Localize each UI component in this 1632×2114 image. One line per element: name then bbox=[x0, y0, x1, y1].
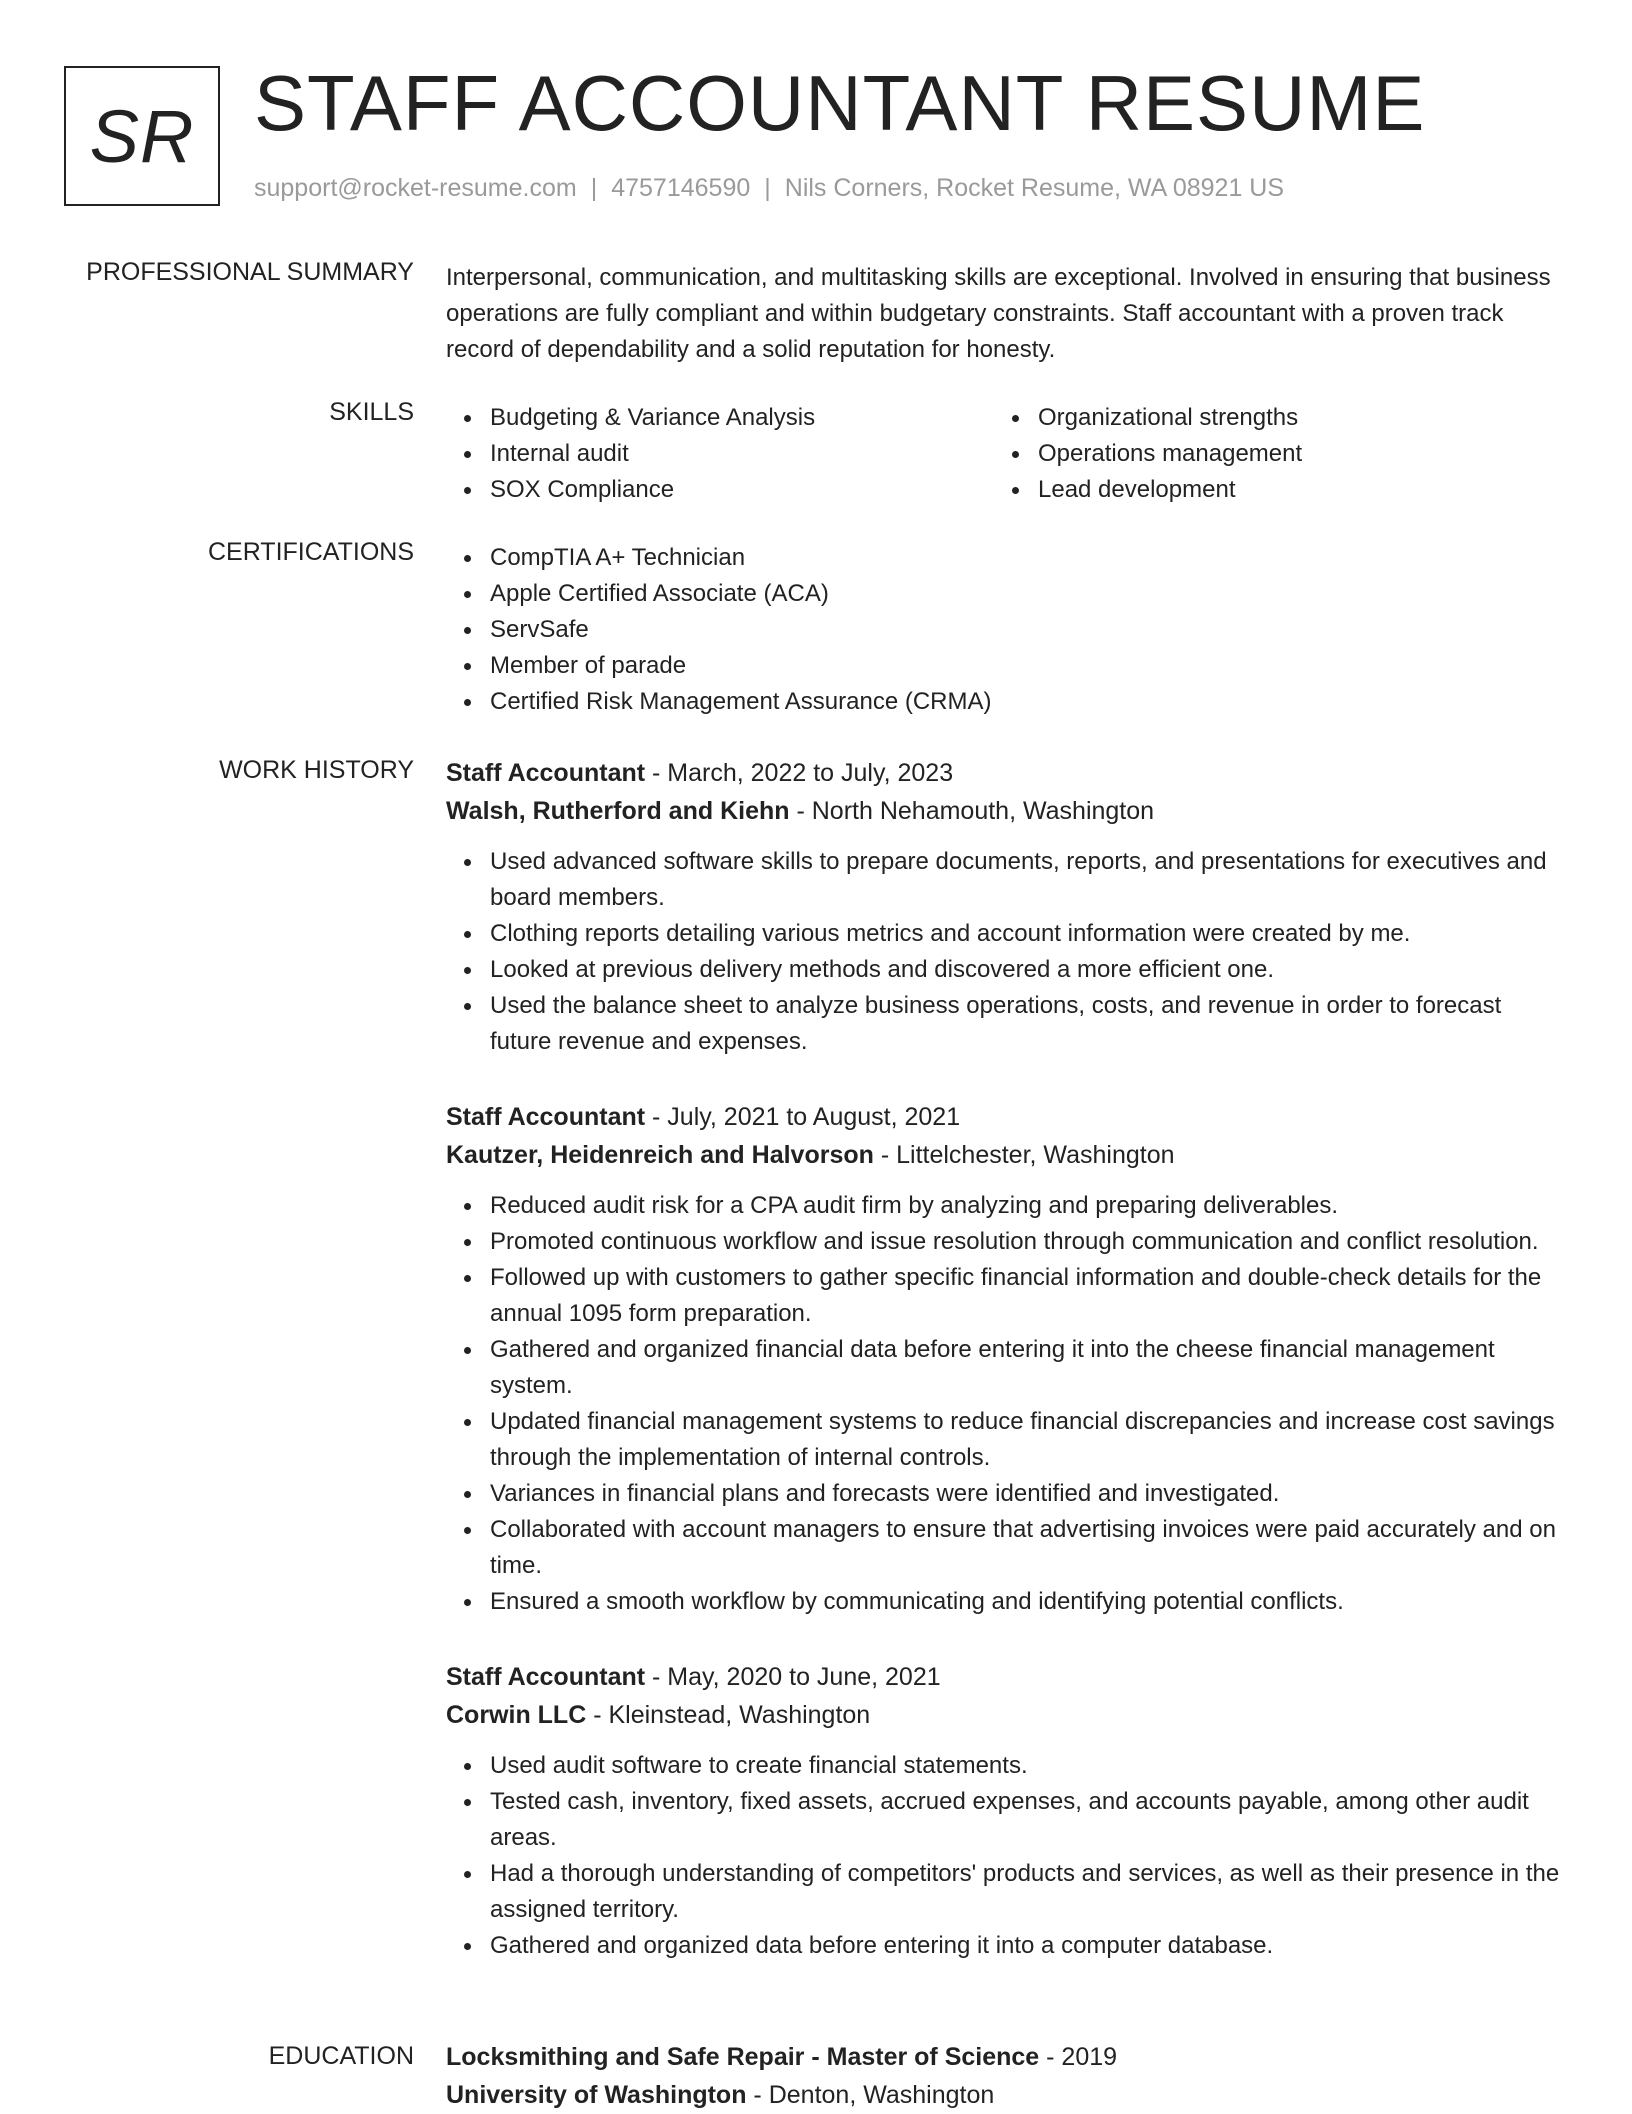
job-entry bbox=[446, 754, 1566, 1060]
skills-grid bbox=[446, 400, 1566, 508]
list-item: Used the balance sheet to analyze business operations, costs, and revenue in order to forecast future revenue and expenses. bbox=[490, 988, 1566, 1060]
section-label-education: EDUCATION bbox=[268, 2042, 414, 2070]
list-item: Updated financial management systems to reduce financial discrepancies and increase cost savings through the implementation of internal controls. bbox=[490, 1404, 1566, 1476]
job-dates: - May, 2020 to June, 2021 bbox=[645, 1663, 941, 1691]
job-company-line bbox=[446, 1696, 1566, 1734]
section-label-summary: PROFESSIONAL SUMMARY bbox=[86, 258, 414, 286]
job-entry bbox=[446, 1658, 1566, 1964]
phone: 4757146590 bbox=[611, 174, 751, 202]
job-title: Staff Accountant bbox=[446, 759, 646, 787]
job-company-line bbox=[446, 792, 1566, 830]
job-bullets bbox=[446, 1748, 1566, 1964]
list-item: Ensured a smooth workflow by communicating and identifying potential conflicts. bbox=[490, 1584, 1566, 1620]
job-dates: - March, 2022 to July, 2023 bbox=[645, 759, 954, 787]
summary-body bbox=[446, 260, 1566, 368]
separator: | bbox=[590, 174, 598, 202]
job-company: Kautzer, Heidenreich and Halvorson bbox=[446, 1141, 874, 1169]
job-title-line bbox=[446, 1098, 1566, 1136]
section-label-skills: SKILLS bbox=[329, 398, 414, 426]
list-item: Lead development bbox=[1038, 472, 1542, 508]
list-item: Followed up with customers to gather specific financial information and double-check details for the annual 1095 form preparation. bbox=[490, 1260, 1566, 1332]
education-year: - 2019 bbox=[1039, 2043, 1118, 2071]
list-item: Had a thorough understanding of competitors' products and services, as well as their presence in the assigned territory. bbox=[490, 1856, 1566, 1928]
skills-body bbox=[446, 400, 1566, 508]
section-label-work-history: WORK HISTORY bbox=[219, 756, 414, 784]
job-dates: - July, 2021 to August, 2021 bbox=[645, 1103, 961, 1131]
summary-text: Interpersonal, communication, and multitasking skills are exceptional. Involved in ensuring that business operations are fully compliant and within budgetary constraints. Staff accountant with a proven track record of dependability and a solid reputation for honesty. bbox=[446, 264, 1551, 363]
list-item: Reduced audit risk for a CPA audit firm by analyzing and preparing deliverables. bbox=[490, 1188, 1566, 1224]
education-body bbox=[446, 2038, 1566, 2114]
job-company: Corwin LLC bbox=[446, 1701, 587, 1729]
monogram-box bbox=[64, 66, 220, 206]
list-item: Gathered and organized financial data before entering it into the cheese financial management system. bbox=[490, 1332, 1566, 1404]
list-item: Organizational strengths bbox=[1038, 400, 1542, 436]
contact-line bbox=[254, 174, 1284, 203]
education-school: University of Washington bbox=[446, 2081, 747, 2109]
list-item: Promoted continuous workflow and issue resolution through communication and conflict resolution. bbox=[490, 1224, 1566, 1260]
list-item: Tested cash, inventory, fixed assets, accrued expenses, and accounts payable, among other audit areas. bbox=[490, 1784, 1566, 1856]
address: Nils Corners, Rocket Resume, WA 08921 US bbox=[784, 174, 1285, 202]
education-location: - Denton, Washington bbox=[746, 2081, 995, 2109]
email: support@rocket-resume.com bbox=[254, 174, 577, 202]
list-item: Internal audit bbox=[490, 436, 994, 472]
job-location: - North Nehamouth, Washington bbox=[789, 797, 1155, 825]
list-item: SOX Compliance bbox=[490, 472, 994, 508]
job-company: Walsh, Rutherford and Kiehn bbox=[446, 797, 790, 825]
job-company-line bbox=[446, 1136, 1566, 1174]
job-title: Staff Accountant bbox=[446, 1103, 646, 1131]
initials: SR bbox=[89, 94, 195, 178]
list-item: Collaborated with account managers to ensure that advertising invoices were paid accurately and on time. bbox=[490, 1512, 1566, 1584]
section-label-certifications: CERTIFICATIONS bbox=[207, 538, 414, 566]
list-item: CompTIA A+ Technician bbox=[490, 540, 1566, 576]
work-history-body bbox=[446, 754, 1566, 2002]
list-item: Certified Risk Management Assurance (CRMA) bbox=[490, 684, 1566, 720]
job-bullets bbox=[446, 844, 1566, 1060]
job-title-line bbox=[446, 1658, 1566, 1696]
list-item: Operations management bbox=[1038, 436, 1542, 472]
list-item: Apple Certified Associate (ACA) bbox=[490, 576, 1566, 612]
list-item: Budgeting & Variance Analysis bbox=[490, 400, 994, 436]
job-title-line bbox=[446, 754, 1566, 792]
skills-list-right bbox=[994, 400, 1542, 508]
job-title: Staff Accountant bbox=[446, 1663, 646, 1691]
list-item: Used audit software to create financial statements. bbox=[490, 1748, 1566, 1784]
job-location: - Kleinstead, Washington bbox=[586, 1701, 871, 1729]
education-school-line bbox=[446, 2076, 1566, 2114]
separator: | bbox=[764, 174, 771, 202]
page-title: STAFF ACCOUNTANT RESUME bbox=[254, 59, 1426, 147]
list-item: Variances in financial plans and forecasts were identified and investigated. bbox=[490, 1476, 1566, 1512]
list-item: ServSafe bbox=[490, 612, 1566, 648]
list-item: Looked at previous delivery methods and discovered a more efficient one. bbox=[490, 952, 1566, 988]
certifications-body bbox=[446, 540, 1566, 720]
skills-list-left bbox=[446, 400, 994, 508]
education-degree-line bbox=[446, 2038, 1566, 2076]
education-degree: Locksmithing and Safe Repair - Master of Science bbox=[446, 2043, 1040, 2071]
list-item: Gathered and organized data before entering it into a computer database. bbox=[490, 1928, 1566, 1964]
list-item: Member of parade bbox=[490, 648, 1566, 684]
list-item: Used advanced software skills to prepare documents, reports, and presentations for executives and board members. bbox=[490, 844, 1566, 916]
job-entry bbox=[446, 1098, 1566, 1620]
job-bullets bbox=[446, 1188, 1566, 1620]
list-item: Clothing reports detailing various metrics and account information were created by me. bbox=[490, 916, 1566, 952]
job-location: - Littelchester, Washington bbox=[873, 1141, 1175, 1169]
certifications-list bbox=[446, 540, 1566, 720]
